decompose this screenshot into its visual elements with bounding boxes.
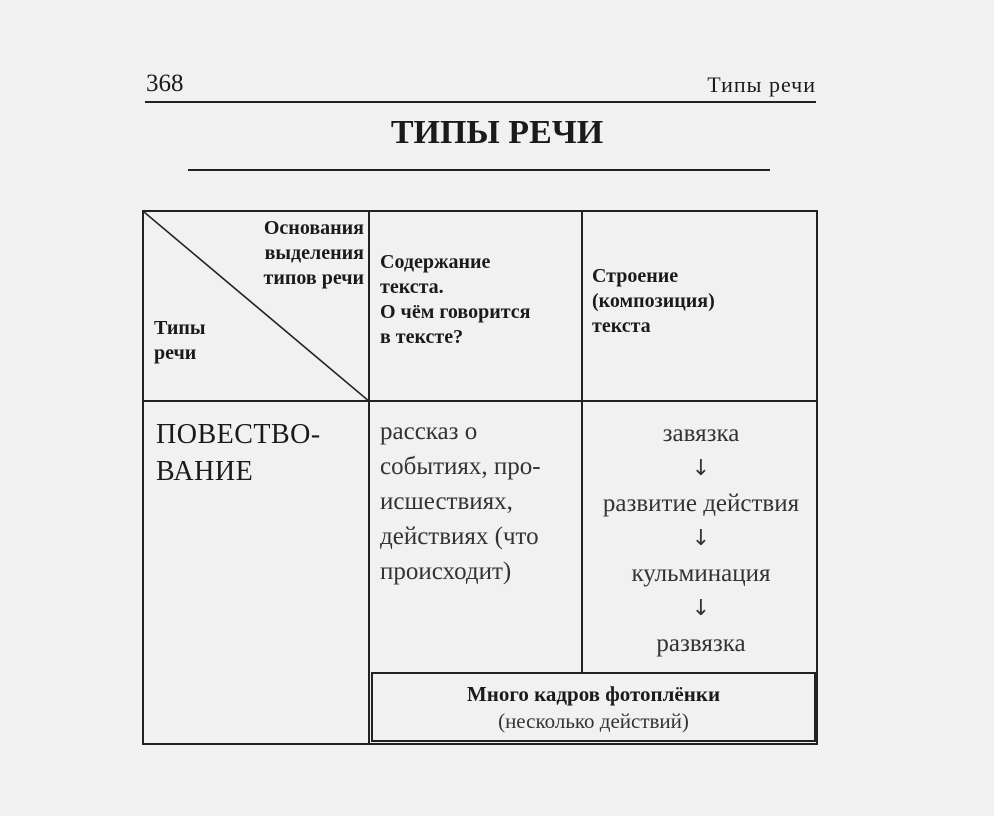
column-header-content [380,250,531,350]
corner-basis-line: Основания [263,217,364,239]
content-line: происходит) [380,558,512,585]
content-line: исшествиях, [380,488,513,515]
composition-step: завязка [662,420,740,447]
page-number: 368 [146,70,184,97]
composition-flow [584,416,818,661]
corner-types-line: речи [154,342,197,364]
corner-types-line: Типы [154,317,206,339]
corner-basis-line: выделения [264,242,364,264]
column-header-line: в тексте? [380,326,464,348]
content-line: действиях (что [380,523,539,550]
corner-basis-line: типов речи [263,267,364,289]
title-rule [188,169,770,171]
composition-step: развязка [656,630,746,657]
composition-step: развитие действия [602,490,800,517]
running-title: Типы речи [707,72,816,97]
note-detail: (несколько действий) [498,709,689,733]
content-line: рассказ о [380,418,478,445]
speech-type-line: ВАНИЕ [156,456,254,487]
down-arrow-icon: ↓ [691,526,711,551]
column-header-line: текста [592,315,651,337]
header-rule [145,101,816,103]
note-bold: Много кадров фотоплёнки [466,682,721,706]
corner-types-label [154,316,206,366]
page-title: ТИПЫ РЕЧИ [390,114,604,151]
column-header-line: текста. [380,276,444,298]
column-header-line: Содержание [380,251,491,273]
film-frames-note [371,672,816,742]
column-divider-2 [581,212,583,672]
corner-basis-label [238,216,364,291]
content-line: событиях, про- [380,453,541,480]
column-header-line: Строение [592,265,679,287]
column-header-line: О чём говорится [380,301,531,323]
speech-types-table [142,210,818,745]
speech-type-narration [156,416,321,490]
down-arrow-icon: ↓ [691,596,711,621]
composition-step: кульминация [631,560,771,587]
column-header-line: (композиция) [592,290,715,312]
speech-type-line: ПОВЕСТВО- [156,419,321,450]
column-header-structure [592,264,715,339]
narration-content-cell [380,414,541,589]
down-arrow-icon: ↓ [691,456,711,481]
